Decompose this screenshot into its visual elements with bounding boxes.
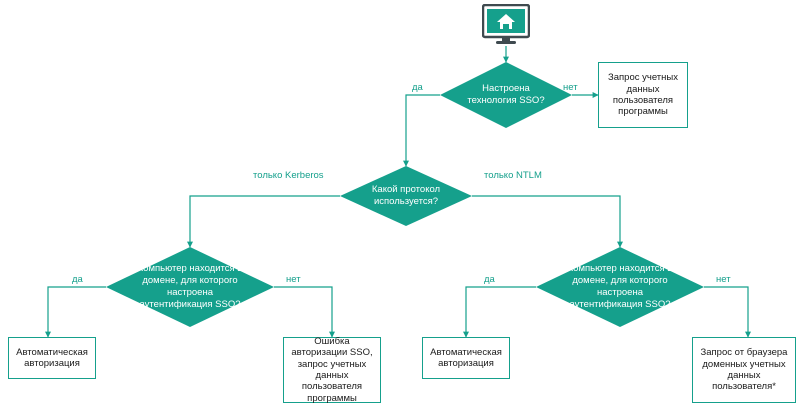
decision-domain-check-ntlm[interactable] [536, 247, 704, 327]
terminal-request-program-credentials: Запрос учетных данных пользователя программы [598, 62, 688, 128]
edge-label-sso-yes: да [412, 82, 423, 93]
decision-domain-check-ntlm-label: Компьютер находится в домене, для которого настроена аутентификация SSO? [567, 263, 673, 310]
terminal-auto-auth-ntlm: Автоматическая авторизация [422, 337, 510, 379]
terminal-sso-error: Ошибка авторизации SSO, запрос учетных данных пользователя программы [283, 337, 381, 403]
decision-sso-configured[interactable] [440, 62, 572, 128]
decision-which-protocol-label: Какой протокол используется? [371, 184, 441, 207]
terminal-browser-domain-request: Запрос от браузера доменных учетных данных пользователя* [692, 337, 796, 403]
edge-label-kerberos-yes: да [72, 274, 83, 285]
edge-label-protocol-kerberos: только Kerberos [253, 170, 324, 181]
edge-label-kerberos-no: нет [286, 274, 301, 285]
decision-sso-configured-label: Настроена технология SSO? [467, 83, 545, 106]
edge-label-ntlm-no: нет [716, 274, 731, 285]
decision-domain-check-kerberos[interactable] [106, 247, 274, 327]
terminal-auto-auth-kerberos: Автоматическая авторизация [8, 337, 96, 379]
decision-domain-check-kerberos-label: Компьютер находится в домене, для которого настроена аутентификация SSO? [137, 263, 243, 310]
monitor-home-icon [482, 4, 530, 46]
edge-label-ntlm-yes: да [484, 274, 495, 285]
decision-which-protocol[interactable] [340, 166, 472, 226]
edge-label-protocol-ntlm: только NTLM [484, 170, 542, 181]
edge-label-sso-no: нет [563, 82, 578, 93]
